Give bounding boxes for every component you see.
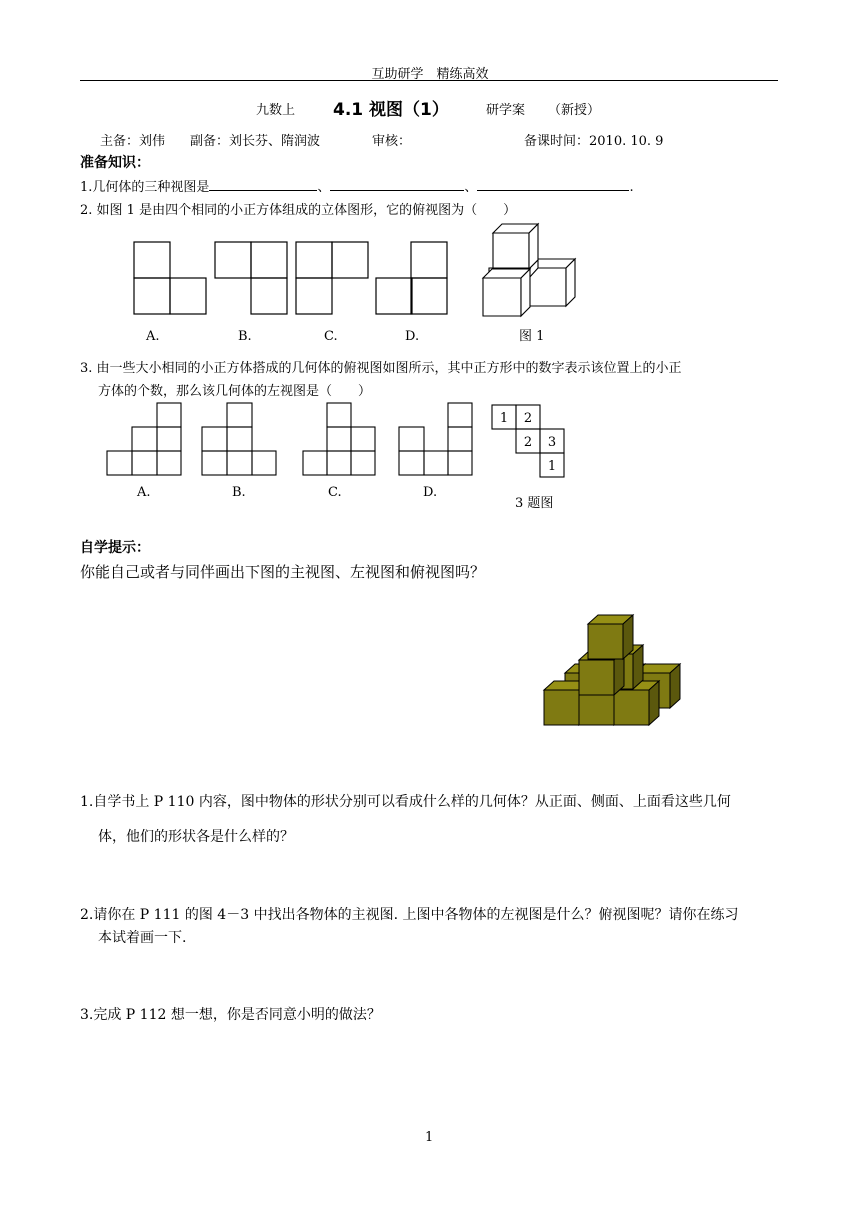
q1-separator-1: 、	[317, 180, 331, 195]
chief-preparer: 主备：刘伟	[100, 134, 166, 149]
q2-option-b-label: B.	[238, 329, 252, 344]
q3-option-b-label: B.	[232, 485, 246, 500]
task-2-line-1: 2.请你在 P 111 的图 4－3 中找出各物体的主视图. 上图中各物体的左视图是什么？俯视图呢？请你在练习	[80, 907, 739, 923]
grid-number: 1	[547, 459, 557, 474]
section-heading-prep: 准备知识：	[80, 155, 150, 171]
grid-number: 1	[499, 411, 509, 426]
grade-label: 九数上	[256, 103, 296, 118]
grid-number: 3	[547, 435, 557, 450]
question-1-text: 1.几何体的三种视图是	[80, 180, 210, 195]
figure-3-label: 3 题图	[515, 496, 554, 511]
doc-type-label: 研学案	[486, 103, 526, 118]
page-title: 4.1 视图（1）	[333, 100, 449, 120]
figure-1-label: 图 1	[519, 329, 545, 344]
task-1-line-2: 体，他们的形状各是什么样的？	[98, 829, 294, 845]
reviewer: 审核：	[372, 134, 412, 149]
page-number: 1	[425, 1130, 434, 1145]
task-3: 3.完成 P 112 想一想，你是否同意小明的做法？	[80, 1007, 381, 1023]
q3-option-c-label: C.	[328, 485, 342, 500]
grid-number: 2	[523, 411, 533, 426]
task-2-line-2: 本试着画一下.	[98, 930, 187, 946]
page-header: 互助研学 精练高效	[371, 67, 489, 82]
grid-number: 2	[523, 435, 533, 450]
prep-date: 备课时间：2010. 10. 9	[524, 134, 664, 149]
q3-option-a-label: A.	[137, 485, 151, 500]
task-1-line-1: 1.自学书上 P 110 内容，图中物体的形状分别可以看成什么样的几何体？从正面、侧面、上面看这些几何	[80, 794, 731, 810]
q2-option-c-label: C.	[324, 329, 338, 344]
q1-separator-2: 、	[464, 180, 478, 195]
olive-cube	[588, 615, 633, 659]
q2-option-d-label: D.	[405, 329, 420, 344]
question-2: 2. 如图 1 是由四个相同的小正方体组成的立体图形，它的俯视图为（ ）	[80, 203, 517, 218]
self-study-prompt: 你能自己或者与同伴画出下图的主视图、左视图和俯视图吗？	[80, 563, 486, 581]
question-3-line-2: 方体的个数，那么该几何体的左视图是（ ）	[98, 384, 372, 399]
lesson-type-tag: （新授）	[548, 103, 601, 118]
q1-end: .	[629, 180, 634, 195]
q3-option-d-label: D.	[423, 485, 438, 500]
section-heading-self-study: 自学提示：	[80, 540, 150, 556]
question-3-line-1: 3. 由一些大小相同的小正方体搭成的几何体的俯视图如图所示，其中正方形中的数字表示该位置上的小正	[80, 361, 682, 376]
assistant-preparers: 副备：刘长芬、隋润波	[190, 134, 321, 149]
q2-option-a-label: A.	[146, 329, 160, 344]
